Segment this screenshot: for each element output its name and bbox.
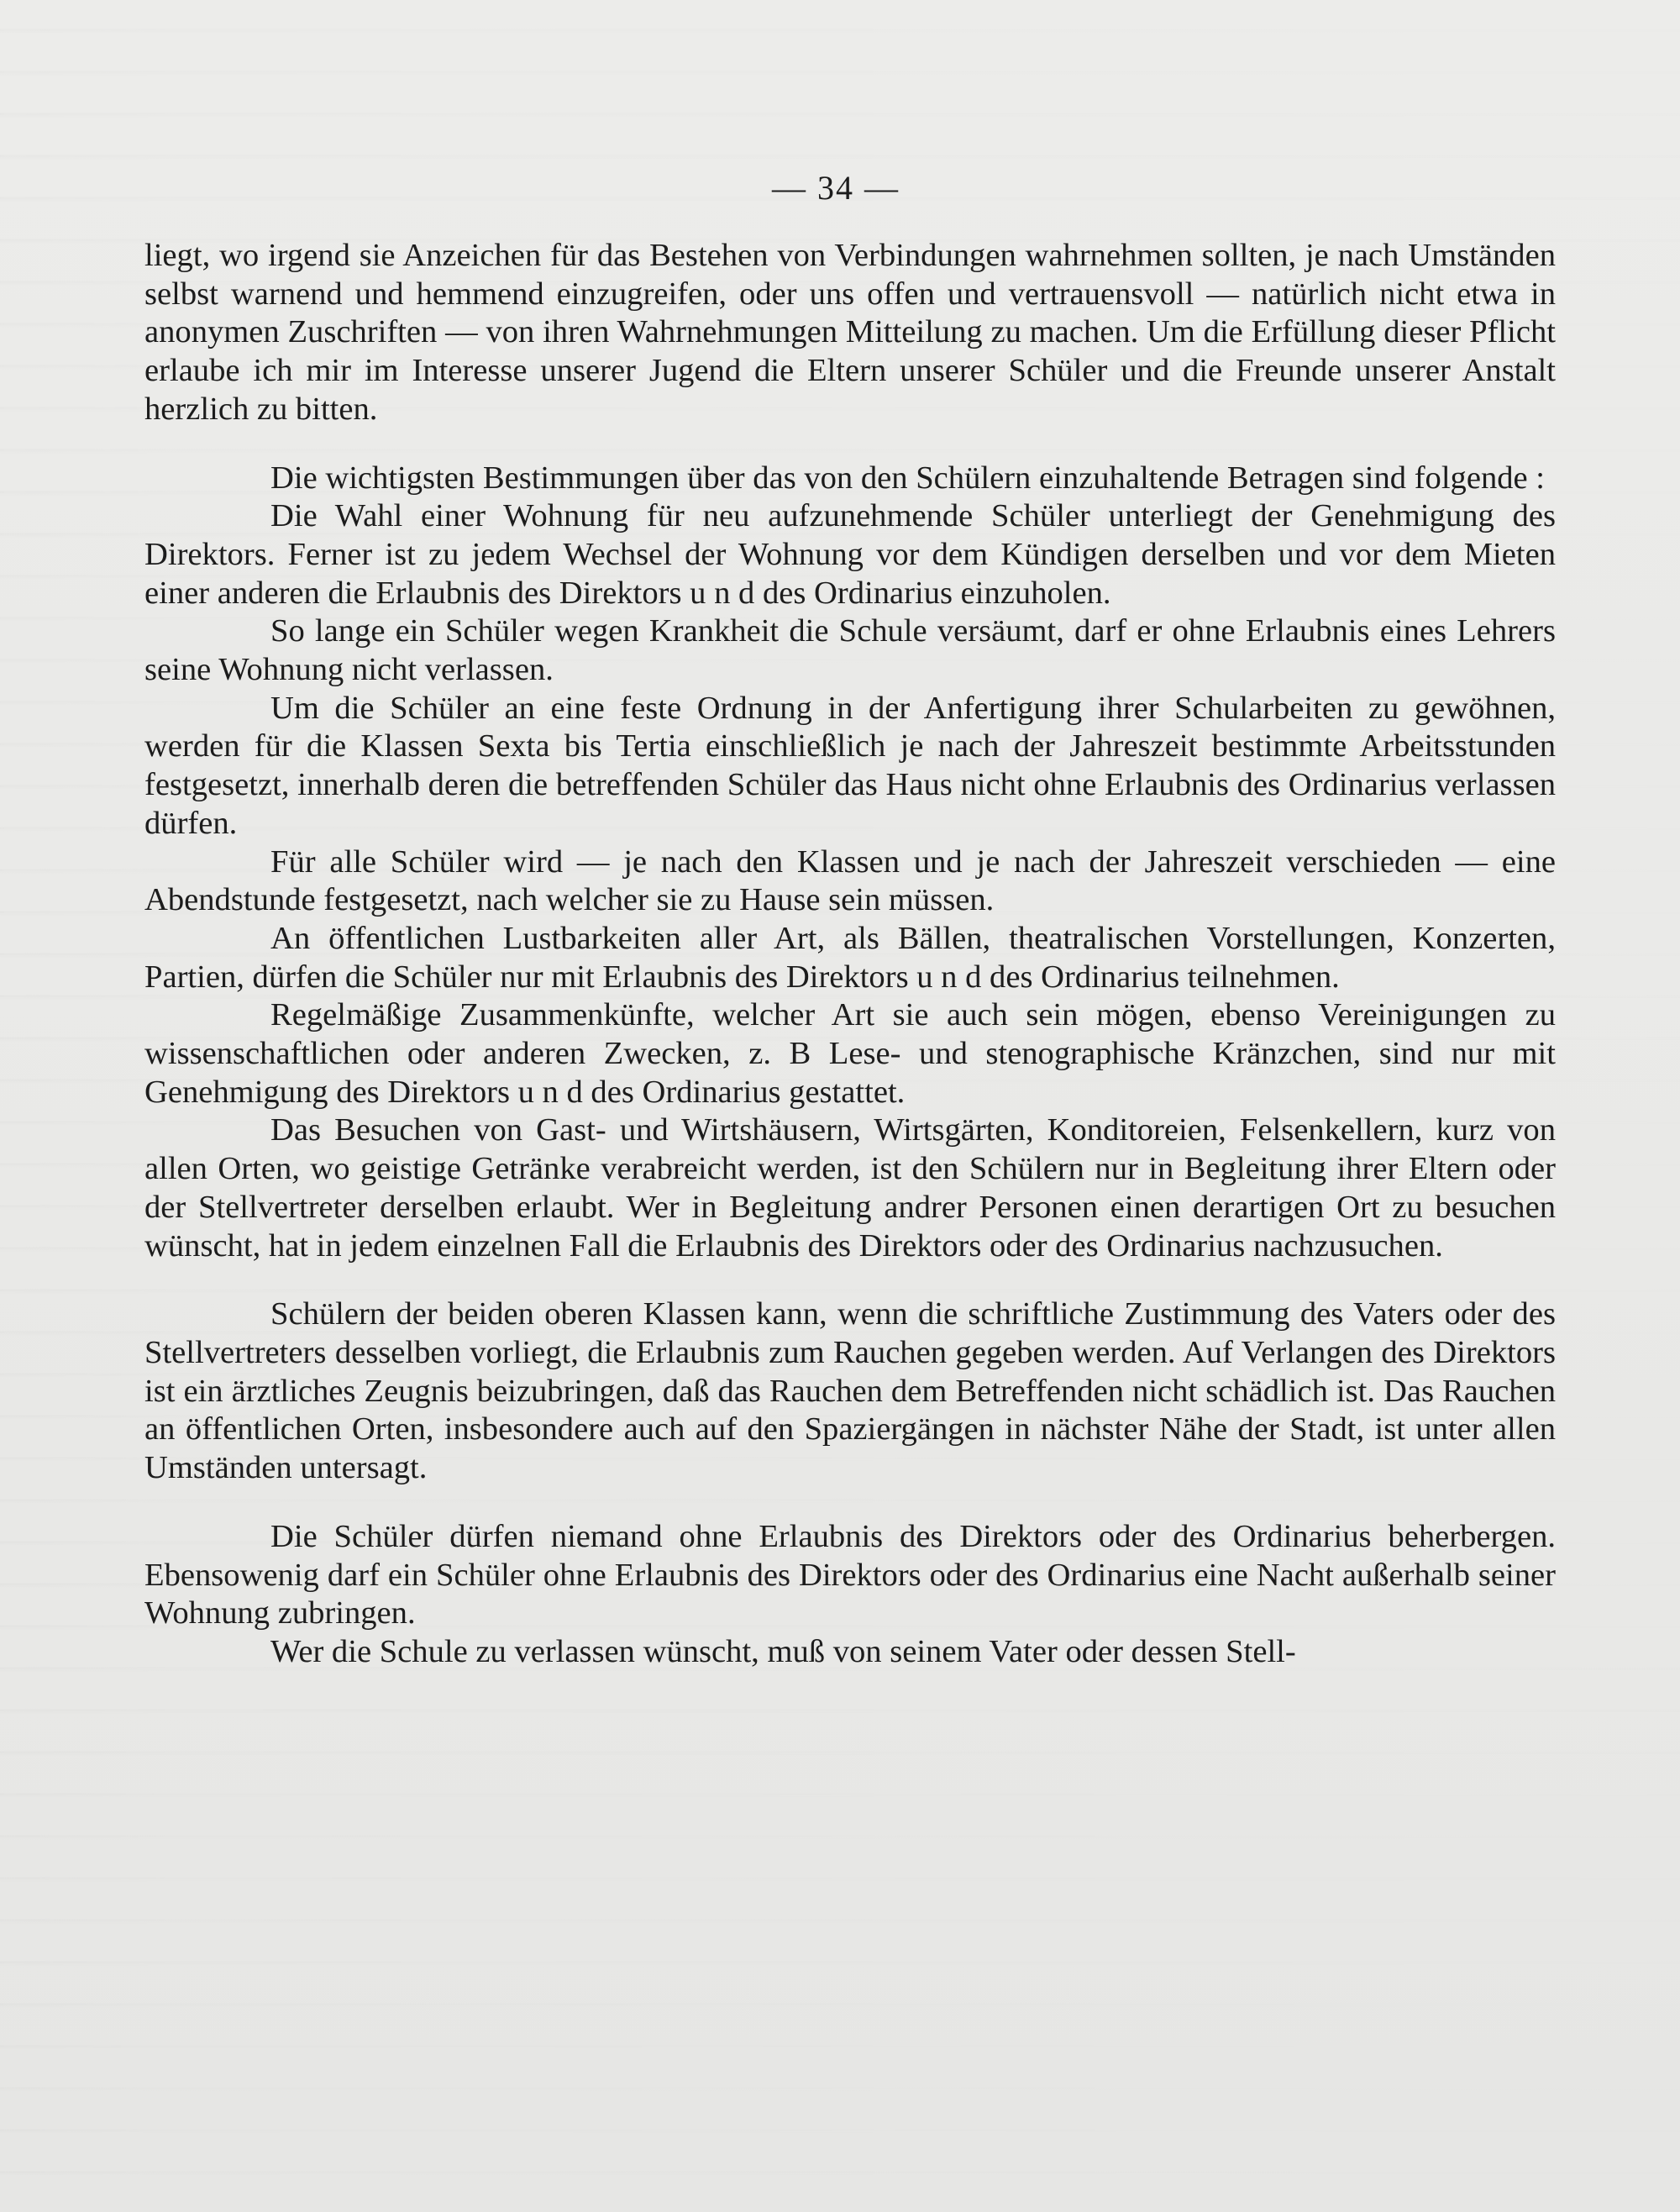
- paragraph-inns: Das Besuchen von Gast- und Wirtshäusern, Wirtsgärten, Konditoreien, Felsenkellern, kurz von allen Orten, wo geistige Getränke verabreicht werden, ist den Schülern nur in Begleitung ihrer Eltern oder der Stellvertreter derselben erlaubt. Wer in Begleitung andrer Personen einen derartigen Ort zu besuchen wünscht, hat in jedem einzelnen Fall die Erlaubnis des Direktors oder des Ordinarius nachzusuchen.: [144, 1112, 1556, 1264]
- paragraph-illness: So lange ein Schüler wegen Krankheit die Schule versäumt, darf er ohne Erlaubnis eines Lehrers seine Wohnung nicht verlassen.: [144, 613, 1556, 688]
- paragraph-amusements: An öffentlichen Lustbarkeiten aller Art, als Bällen, theatralischen Vorstellungen, Konzerten, Partien, dürfen die Schüler nur mit Erlaubnis des Direktors u n d des Ordinarius teilnehmen.: [144, 920, 1556, 995]
- paragraph-evening-hour: Für alle Schüler wird — je nach den Klassen und je nach der Jahreszeit verschieden — eine Abendstunde festgesetzt, nach welcher sie zu Hause sein müssen.: [144, 843, 1556, 918]
- paragraph-leaving: Wer die Schule zu verlassen wünscht, muß von seinem Vater oder dessen Stell-: [270, 1633, 1296, 1669]
- body-text: [144, 237, 1556, 1672]
- page-number: — 34 —: [772, 169, 900, 207]
- paragraph-intro: Die wichtigsten Bestimmungen über das von den Schülern einzuhaltende Betragen sind folgende :: [270, 460, 1546, 496]
- paragraph-study-hours: Um die Schüler an eine feste Ordnung in der Anfertigung ihrer Schularbeiten zu gewöhnen, werden für die Klassen Sexta bis Tertia einschließlich je nach der Jahreszeit bestimmte Arbeitsstunden festgesetzt, innerhalb deren die betreffenden Schüler das Haus nicht ohne Erlaubnis des Ordinarius verlassen dürfen.: [144, 690, 1556, 841]
- paragraph-housing: Die Wahl einer Wohnung für neu aufzunehmende Schüler unterliegt der Genehmigung des Direktors. Ferner ist zu jedem Wechsel der Wohnung vor dem Kündigen derselben und vor dem Mieten einer anderen die Erlaubnis des Direktors u n d des Ordinarius einzuholen.: [144, 498, 1556, 611]
- paragraph-smoking: Schülern der beiden oberen Klassen kann, wenn die schriftliche Zustimmung des Vaters oder des Stellvertreters desselben vorliegt, die Erlaubnis zum Rauchen gegeben werden. Auf Verlangen des Direktors ist ein ärztliches Zeugnis beizubringen, daß das Rauchen dem Betreffenden nicht schädlich ist. Das Rauchen an öffentlichen Orten, insbesondere auch auf den Spaziergängen in nächster Nähe der Stadt, ist unter allen Umständen untersagt.: [144, 1296, 1556, 1486]
- paragraph-gatherings: Regelmäßige Zusammenkünfte, welcher Art sie auch sein mögen, ebenso Vereinigungen zu wissenschaftlichen oder anderen Zwecken, z. B Lese- und stenographische Kränzchen, sind nur mit Genehmigung des Direktors u n d des Ordinarius gestattet.: [144, 997, 1556, 1110]
- paragraph-continuation: liegt, wo irgend sie Anzeichen für das Bestehen von Verbindungen wahrnehmen sollten, je nach Umständen selbst warnend und hemmend einzugreifen, oder uns offen und vertrauensvoll — natürlich nicht etwa in anonymen Zuschriften — von ihren Wahrnehmungen Mitteilung zu machen. Um die Erfüllung dieser Pflicht erlaube ich mir im Interesse unserer Jugend die Eltern unserer Schüler und die Freunde unserer Anstalt herzlich zu bitten.: [144, 238, 1556, 427]
- paragraph-lodging: Die Schüler dürfen niemand ohne Erlaubnis des Direktors oder des Ordinarius beherbergen. Ebensowenig darf ein Schüler ohne Erlaubnis des Direktors oder des Ordinarius eine Nacht außerhalb seiner Wohnung zubringen.: [144, 1518, 1556, 1631]
